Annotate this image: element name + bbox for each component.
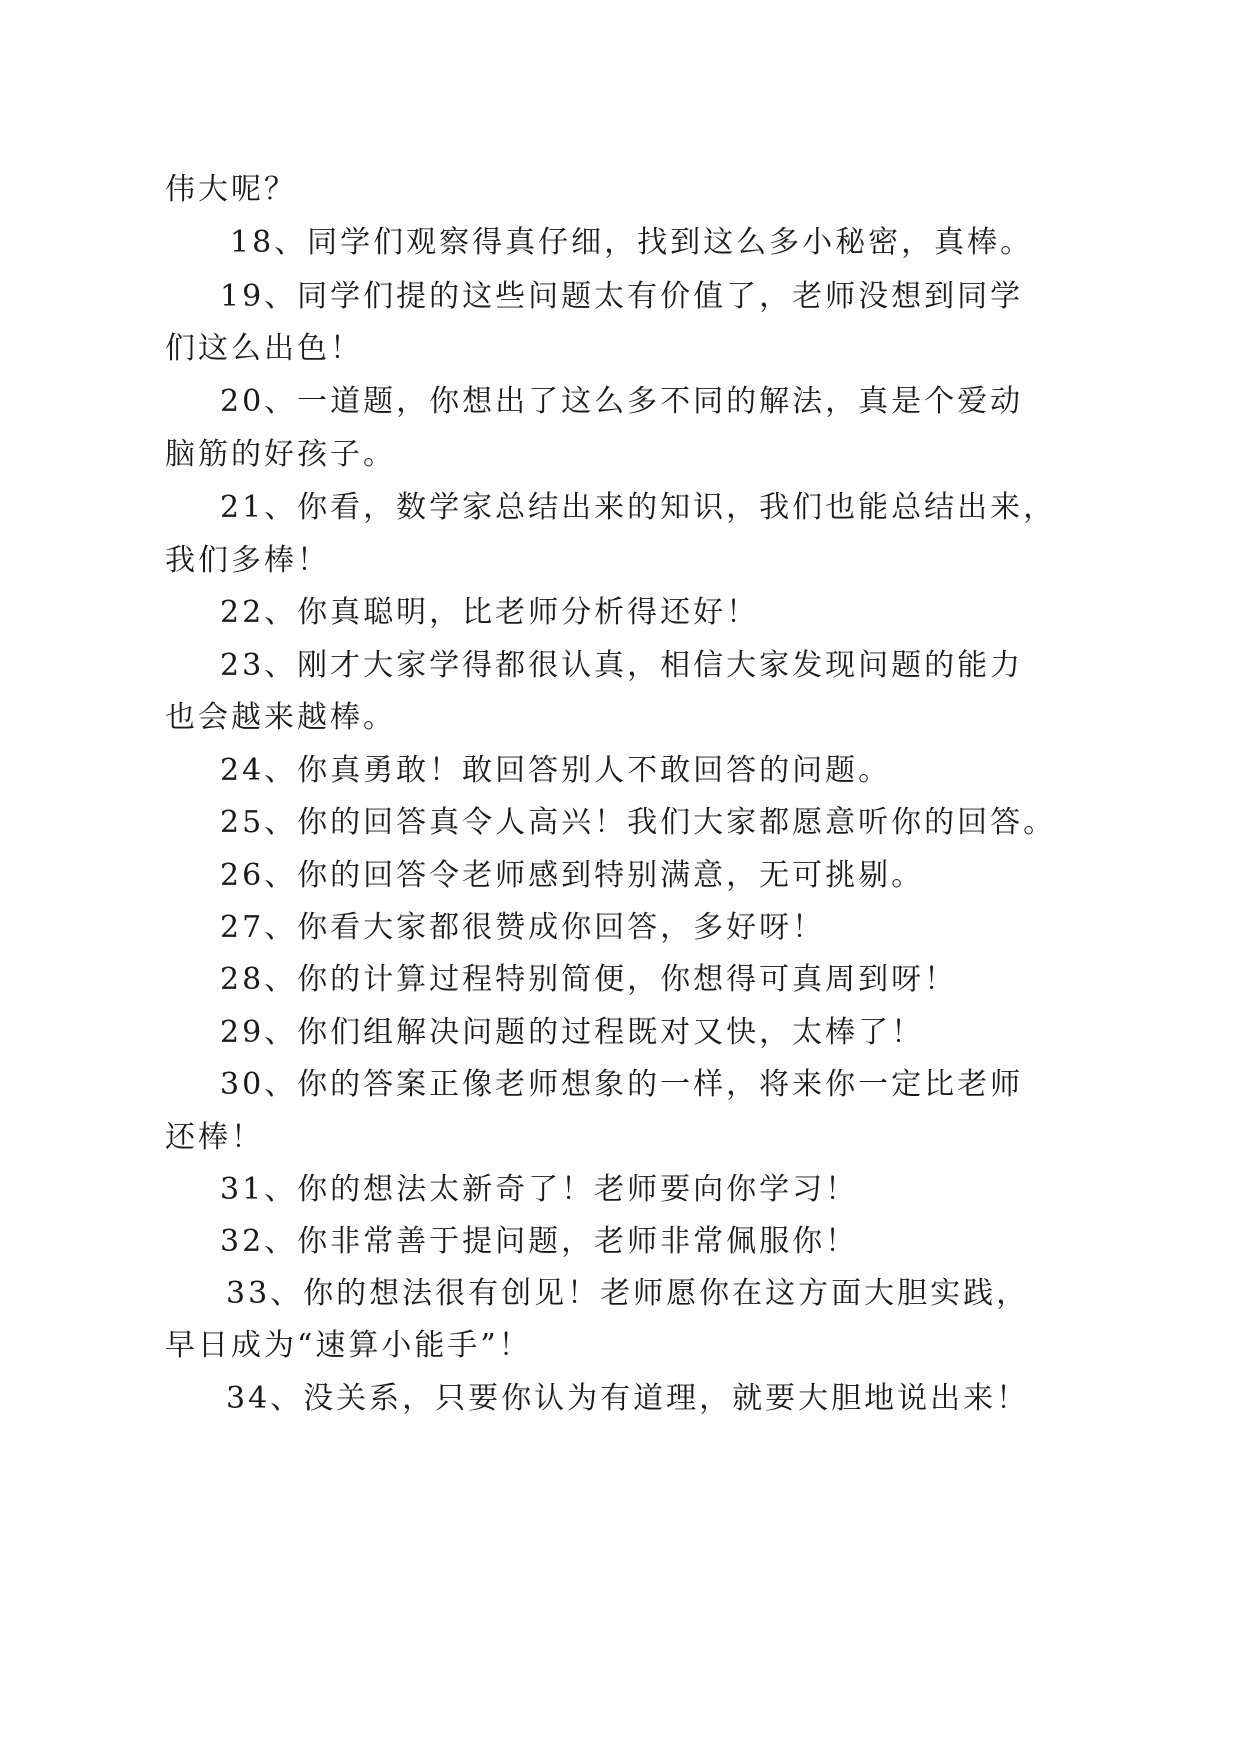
text-line: 脑筋的好孩子。 [165,437,396,472]
text-line: 早日成为“速算小能手”！ [165,1328,532,1363]
text-line: 伟大呢？ [165,172,297,207]
text-line: 18、同学们观察得真仔细，找到这么多小秘密，真棒。 [230,225,1034,260]
text-line: 我们多棒！ [165,543,330,578]
text-line: 29、你们组解决问题的过程既对又快，太棒了！ [220,1015,925,1050]
text-line: 26、你的回答令老师感到特别满意，无可挑剔。 [220,858,925,893]
text-line: 20、一道题，你想出了这么多不同的解法，真是个爱动 [220,384,1024,419]
text-line: 22、你真聪明，比老师分析得还好！ [220,595,760,630]
text-line: 34、没关系，只要你认为有道理，就要大胆地说出来！ [226,1381,1030,1416]
text-line: 也会越来越棒。 [165,700,396,735]
text-line: 33、你的想法很有创见！老师愿你在这方面大胆实践， [226,1276,1030,1311]
text-line: 32、你非常善于提问题，老师非常佩服你！ [220,1224,859,1259]
text-line: 24、你真勇敢！敢回答别人不敢回答的问题。 [220,753,892,788]
text-line: 25、你的回答真令人高兴！我们大家都愿意听你的回答。 [220,805,1057,840]
text-line: 30、你的答案正像老师想象的一样，将来你一定比老师 [220,1067,1024,1102]
text-line: 23、刚才大家学得都很认真，相信大家发现问题的能力 [220,648,1024,683]
text-line: 19、同学们提的这些问题太有价值了，老师没想到同学 [220,279,1024,314]
text-line: 27、你看大家都很赞成你回答，多好呀！ [220,910,826,945]
text-line: 还棒！ [165,1120,264,1155]
text-line: 21、你看，数学家总结出来的知识，我们也能总结出来， [220,490,1057,525]
text-line: 31、你的想法太新奇了！老师要向你学习！ [220,1172,859,1207]
text-line: 28、你的计算过程特别简便，你想得可真周到呀！ [220,962,958,997]
text-line: 们这么出色！ [165,331,363,366]
